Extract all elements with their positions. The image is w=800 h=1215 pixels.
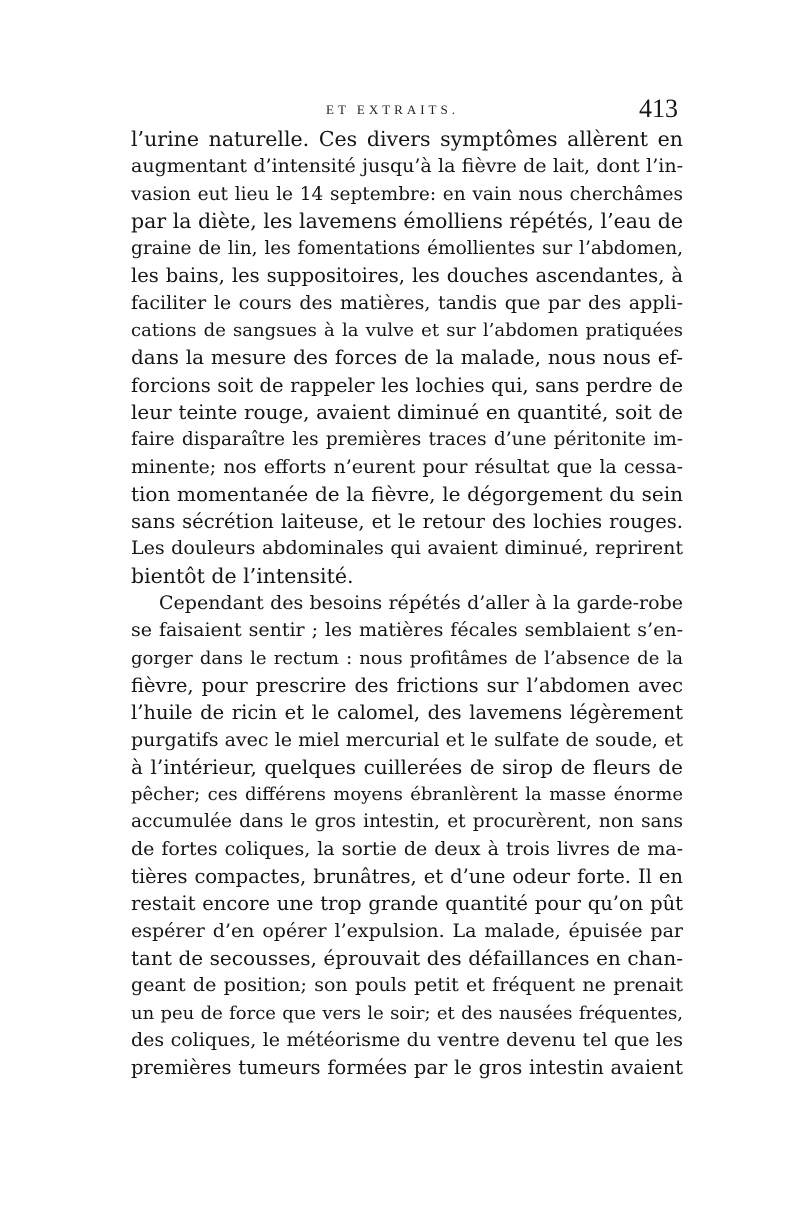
text-line: tant de secousses, éprouvait des défaillances en chan- xyxy=(131,945,683,970)
text-line: graine de lin, les fomentations émollientes sur l’abdomen, xyxy=(131,238,683,260)
text-line: gorger dans le rectum : nous profitâmes de l’absence de la xyxy=(131,647,683,669)
text-line: augmentant d’intensité jusqu’à la fièvre de lait, dont l’in- xyxy=(131,155,683,178)
text-line: restait encore une trop grande quantité pour qu’on pût xyxy=(131,892,683,916)
running-head xyxy=(130,94,680,124)
text-line: purgatifs avec le miel mercurial et le sulfate de soude, et xyxy=(131,728,683,751)
text-line: vasion eut lieu le 14 septembre: en vain nous cherchâmes xyxy=(131,183,683,205)
text-line: sans sécrétion laiteuse, et le retour des lochies rouges. xyxy=(131,510,683,534)
paragraph-2 xyxy=(131,590,683,1081)
text-line: dans la mesure des forces de la malade, nous nous ef- xyxy=(131,345,683,370)
text-line: cations de sangsues à la vulve et sur l’abdomen pratiquées xyxy=(131,320,683,342)
text-line: tion momentanée de la fièvre, le dégorgement du sein xyxy=(131,481,683,506)
text-line: premières tumeurs formées par le gros intestin avaient xyxy=(131,1056,683,1080)
running-title: ET EXTRAITS. xyxy=(326,102,459,117)
text-line: tières compactes, brunâtres, et d’une odeur forte. Il en xyxy=(131,865,683,889)
page-number: 413 xyxy=(639,94,678,123)
body-text xyxy=(131,126,683,1081)
text-line: espérer d’en opérer l’expulsion. La malade, épuisée par xyxy=(131,919,683,942)
text-line: les bains, les suppositoires, les douches ascendantes, à xyxy=(131,264,683,288)
text-line: par la diète, les lavemens émolliens répétés, l’eau de xyxy=(131,208,683,233)
text-line: se faisaient sentir ; les matières fécales semblaient s’en- xyxy=(131,619,683,642)
text-line: de fortes coliques, la sortie de deux à trois livres de ma- xyxy=(131,837,683,860)
text-line: accumulée dans le gros intestin, et procurèrent, non sans xyxy=(131,811,683,833)
text-line: leur teinte rouge, avaient diminué en quantité, soit de xyxy=(131,399,683,424)
text-line: geant de position; son pouls petit et fréquent ne prenait xyxy=(131,974,683,997)
paragraph-1 xyxy=(131,126,683,590)
text-line: faire disparaître les premières traces d’une péritonite im- xyxy=(131,429,683,451)
text-line: forcions soit de rappeler les lochies qui, sans perdre de xyxy=(131,373,683,397)
text-line: des coliques, le météorisme du ventre devenu tel que les xyxy=(131,1028,683,1051)
text-line: Les douleurs abdominales qui avaient diminué, reprirent xyxy=(131,537,683,560)
text-line: minente; nos efforts n’eurent pour résultat que la cessa- xyxy=(131,455,683,478)
text-line: l’urine naturelle. Ces divers symptômes allèrent en xyxy=(131,127,683,151)
text-line: fièvre, pour prescrire des frictions sur l’abdomen avec xyxy=(131,673,683,697)
text-line: pêcher; ces différens moyens ébranlèrent la masse énorme xyxy=(131,784,683,806)
text-line: l’huile de ricin et le calomel, des lavemens légèrement xyxy=(131,701,683,725)
text-line: bientôt de l’intensité. xyxy=(131,563,354,588)
text-line: à l’intérieur, quelques cuillerées de sirop de fleurs de xyxy=(131,754,683,779)
text-line: Cependant des besoins répétés d’aller à la garde-robe xyxy=(159,592,683,615)
text-line: un peu de force que vers le soir; et des nausées fréquentes, xyxy=(131,1002,683,1024)
text-line: faciliter le cours des matières, tandis que par des appli- xyxy=(131,291,683,314)
